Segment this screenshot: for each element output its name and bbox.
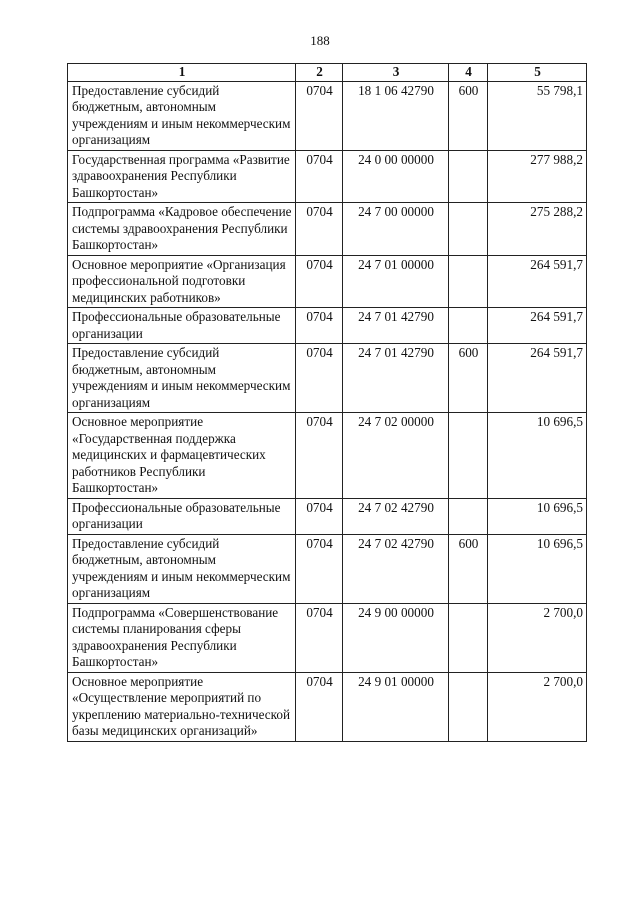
row-section: 0704 [296, 498, 343, 534]
row-name: Предоставление субсидий бюджетным, автономным учреждениям и иным некоммерческим организациям [68, 81, 296, 150]
row-amount: 55 798,1 [488, 81, 587, 150]
page-number: 188 [310, 33, 330, 48]
table-row [68, 534, 587, 603]
row-amount: 264 591,7 [488, 344, 587, 413]
row-target-code: 24 7 01 42790 [343, 344, 449, 413]
table-row [68, 413, 587, 499]
table-row [68, 672, 587, 741]
row-expense-type [449, 498, 488, 534]
row-expense-type: 600 [449, 81, 488, 150]
row-expense-type [449, 150, 488, 203]
row-name: Предоставление субсидий бюджетным, автономным учреждениям и иным некоммерческим организациям [68, 534, 296, 603]
row-section: 0704 [296, 81, 343, 150]
row-target-code: 24 7 01 42790 [343, 308, 449, 344]
row-section: 0704 [296, 672, 343, 741]
row-target-code: 24 0 00 00000 [343, 150, 449, 203]
row-name: Профессиональные образовательные организации [68, 308, 296, 344]
header-col-5: 5 [488, 64, 587, 82]
row-name: Подпрограмма «Совершенствование системы планирования сферы здравоохранения Республики Башкортостан» [68, 603, 296, 672]
row-section: 0704 [296, 534, 343, 603]
row-expense-type [449, 603, 488, 672]
row-target-code: 24 7 02 42790 [343, 534, 449, 603]
row-amount: 2 700,0 [488, 672, 587, 741]
row-expense-type [449, 203, 488, 256]
row-target-code: 24 7 00 00000 [343, 203, 449, 256]
row-target-code: 24 7 01 00000 [343, 255, 449, 308]
row-section: 0704 [296, 603, 343, 672]
header-row [68, 64, 587, 82]
header-col-3: 3 [343, 64, 449, 82]
row-target-code: 24 9 00 00000 [343, 603, 449, 672]
table-row [68, 150, 587, 203]
row-name: Предоставление субсидий бюджетным, автономным учреждениям и иным некоммерческим организациям [68, 344, 296, 413]
budget-table [67, 63, 587, 742]
table-row [68, 603, 587, 672]
table-row [68, 81, 587, 150]
row-amount: 264 591,7 [488, 255, 587, 308]
row-name: Подпрограмма «Кадровое обеспечение системы здравоохранения Республики Башкортостан» [68, 203, 296, 256]
row-expense-type: 600 [449, 534, 488, 603]
row-amount: 275 288,2 [488, 203, 587, 256]
row-amount: 10 696,5 [488, 413, 587, 499]
row-amount: 2 700,0 [488, 603, 587, 672]
header-col-1: 1 [68, 64, 296, 82]
row-name: Государственная программа «Развитие здравоохранения Республики Башкортостан» [68, 150, 296, 203]
row-target-code: 18 1 06 42790 [343, 81, 449, 150]
table-row [68, 498, 587, 534]
row-section: 0704 [296, 203, 343, 256]
header-col-4: 4 [449, 64, 488, 82]
row-expense-type [449, 308, 488, 344]
table-row [68, 255, 587, 308]
row-target-code: 24 9 01 00000 [343, 672, 449, 741]
row-name: Профессиональные образовательные организации [68, 498, 296, 534]
row-amount: 277 988,2 [488, 150, 587, 203]
row-amount: 264 591,7 [488, 308, 587, 344]
row-section: 0704 [296, 308, 343, 344]
row-name: Основное мероприятие «Осуществление мероприятий по укреплению материально-технической базы медицинских организаций» [68, 672, 296, 741]
row-name: Основное мероприятие «Государственная поддержка медицинских и фармацевтических работников Республики Башкортостан» [68, 413, 296, 499]
row-section: 0704 [296, 344, 343, 413]
row-name: Основное мероприятие «Организация профессиональной подготовки медицинских работников» [68, 255, 296, 308]
row-section: 0704 [296, 150, 343, 203]
table-row [68, 203, 587, 256]
row-section: 0704 [296, 413, 343, 499]
table-row [68, 344, 587, 413]
row-expense-type [449, 255, 488, 308]
row-target-code: 24 7 02 42790 [343, 498, 449, 534]
row-amount: 10 696,5 [488, 534, 587, 603]
row-target-code: 24 7 02 00000 [343, 413, 449, 499]
row-expense-type [449, 672, 488, 741]
row-section: 0704 [296, 255, 343, 308]
row-expense-type [449, 413, 488, 499]
row-amount: 10 696,5 [488, 498, 587, 534]
table-row [68, 308, 587, 344]
header-col-2: 2 [296, 64, 343, 82]
row-expense-type: 600 [449, 344, 488, 413]
